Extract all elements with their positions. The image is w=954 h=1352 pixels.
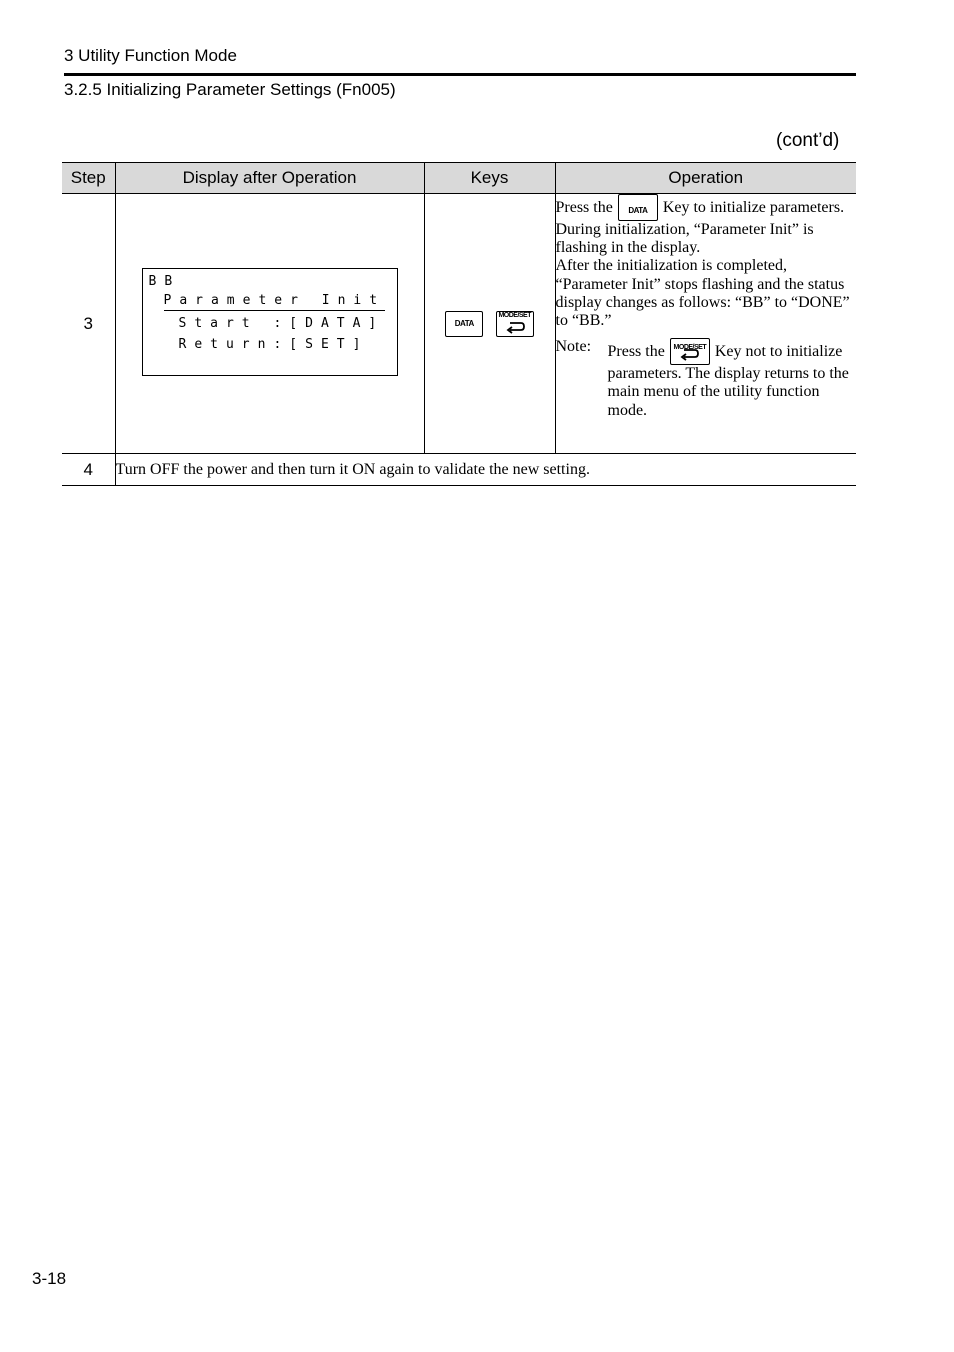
note-press-text: Press the: [607, 343, 665, 361]
chapter-title: 3 Utility Function Mode: [64, 46, 237, 65]
modeset-key-inline-label: MODE/SET: [673, 344, 707, 352]
page-number: 3-18: [32, 1269, 67, 1288]
note-body: [608, 338, 857, 420]
data-key-icon: [445, 311, 483, 337]
note-after-text: Key not to initialize parameters. The display returns to the main menu of the utility function mode.: [607, 343, 849, 419]
header-rule: [64, 73, 856, 76]
operation-press-text: Press the: [555, 199, 613, 216]
note-label: Note:: [555, 338, 592, 356]
operation-cell: [555, 194, 856, 454]
operation-paragraph-2: During initialization, “Parameter Init” is flashing in the display.: [555, 221, 814, 257]
operator-display-panel: [142, 268, 398, 376]
step4-instruction: Turn OFF the power and then turn it ON again to validate the new setting.: [115, 454, 856, 486]
step-number: 4: [62, 454, 115, 486]
modeset-key-label: MODE/SET: [498, 311, 531, 319]
section-title: 3.2.5 Initializing Parameter Settings (Fn005): [64, 80, 396, 99]
operation-initialize-text: Key to initialize parameters.: [662, 199, 845, 216]
column-header-step: Step: [62, 163, 115, 194]
continued-label: (cont’d): [776, 130, 840, 151]
procedure-table: [62, 162, 856, 486]
return-arrow-icon: [680, 348, 700, 361]
operation-paragraph-1: [556, 194, 857, 221]
table-row: [62, 454, 856, 486]
column-header-display: Display after Operation: [115, 163, 424, 194]
operation-paragraph-3: After the initialization is completed, “Parameter Init” stops flashing and the status display changes as follows: “BB” to “DONE” to “BB.”: [555, 257, 850, 330]
data-key-inline-icon: [618, 194, 658, 221]
column-header-keys: Keys: [424, 163, 555, 194]
data-key-inline-label: DATA: [628, 206, 648, 215]
column-header-operation: Operation: [555, 163, 856, 194]
display-line-return: Return:[SET]: [178, 337, 369, 352]
display-line-status: BB: [148, 274, 181, 289]
data-key-label: DATA: [454, 318, 474, 328]
keys-cell: [424, 194, 555, 454]
modeset-key-icon: [496, 311, 534, 337]
display-cell: [115, 194, 424, 454]
display-line-start: Start :[DATA]: [178, 316, 385, 331]
display-line-title: Parameter Init: [164, 292, 386, 311]
step-number: 3: [62, 194, 115, 454]
operation-note: [556, 338, 857, 420]
table-header-row: [62, 163, 856, 194]
table-row: [62, 194, 856, 454]
modeset-key-inline-icon: [670, 338, 710, 365]
return-arrow-icon: [506, 321, 526, 334]
